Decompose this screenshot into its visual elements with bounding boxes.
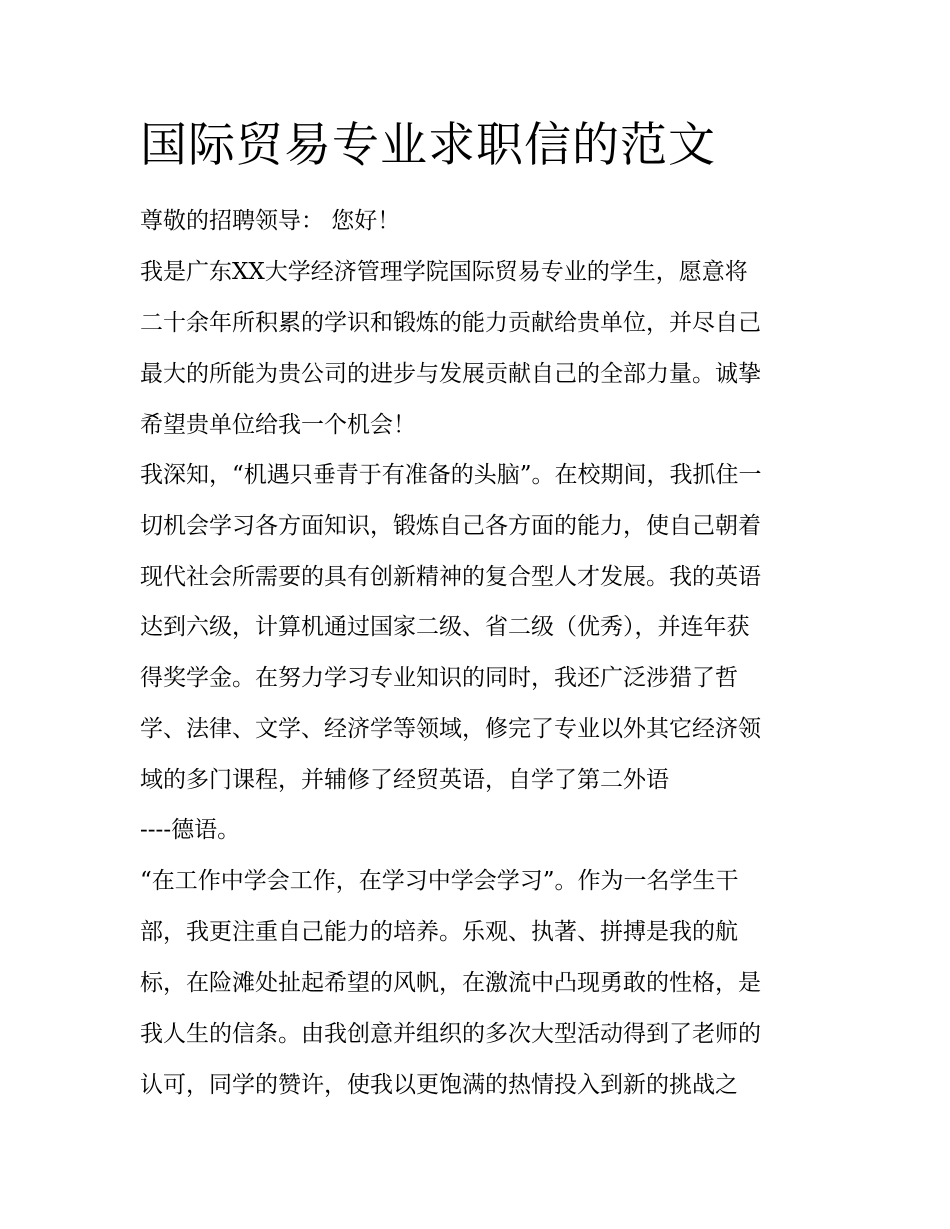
text-line: 现代社会所需要的具有创新精神的复合型人才发展。我的英语	[140, 564, 761, 590]
text-line: 认可，同学的赞许，使我以更饱满的热情投入到新的挑战之	[140, 1072, 738, 1098]
text-line: ----德语。	[140, 817, 241, 843]
text-line: 二十余年所积累的学识和锻炼的能力贡献给贵单位，并尽自己	[140, 310, 761, 336]
text-line: “在工作中学会工作，在学习中学会学习”。作为一名学生干	[140, 868, 739, 894]
text-line: 得奖学金。在努力学习专业知识的同时，我还广泛涉猎了哲	[140, 665, 738, 691]
text-line: 切机会学习各方面知识，锻炼自己各方面的能力，使自己朝着	[140, 513, 761, 539]
text-line: 最大的所能为贵公司的进步与发展贡献自己的全部力量。诚挚	[140, 361, 761, 387]
greeting-line: 尊敬的招聘领导： 您好！	[140, 208, 401, 234]
text-line: 域的多门课程，并辅修了经贸英语，自学了第二外语	[140, 767, 669, 793]
text-line: 达到六级，计算机通过国家二级、省二级（优秀），并连年获	[140, 614, 750, 640]
text-line: 标，在险滩处扯起希望的风帆，在激流中凸现勇敢的性格，是	[140, 970, 761, 996]
text-line: 学、法律、文学、经济学等领域，修完了专业以外其它经济领	[140, 716, 761, 742]
text-line: 希望贵单位给我一个机会！	[140, 412, 416, 438]
document-title: 国际贸易专业求职信的范文	[140, 118, 716, 173]
text-line: 我深知，“机遇只垂青于有准备的头脑”。在校期间，我抓住一	[140, 462, 762, 488]
text-line: 我人生的信条。由我创意并组织的多次大型活动得到了老师的	[140, 1021, 761, 1047]
text-line: 部，我更注重自己能力的培养。乐观、执著、拼搏是我的航	[140, 919, 738, 945]
text-line: 我是广东XX大学经济管理学院国际贸易专业的学生，愿意将	[140, 259, 748, 285]
